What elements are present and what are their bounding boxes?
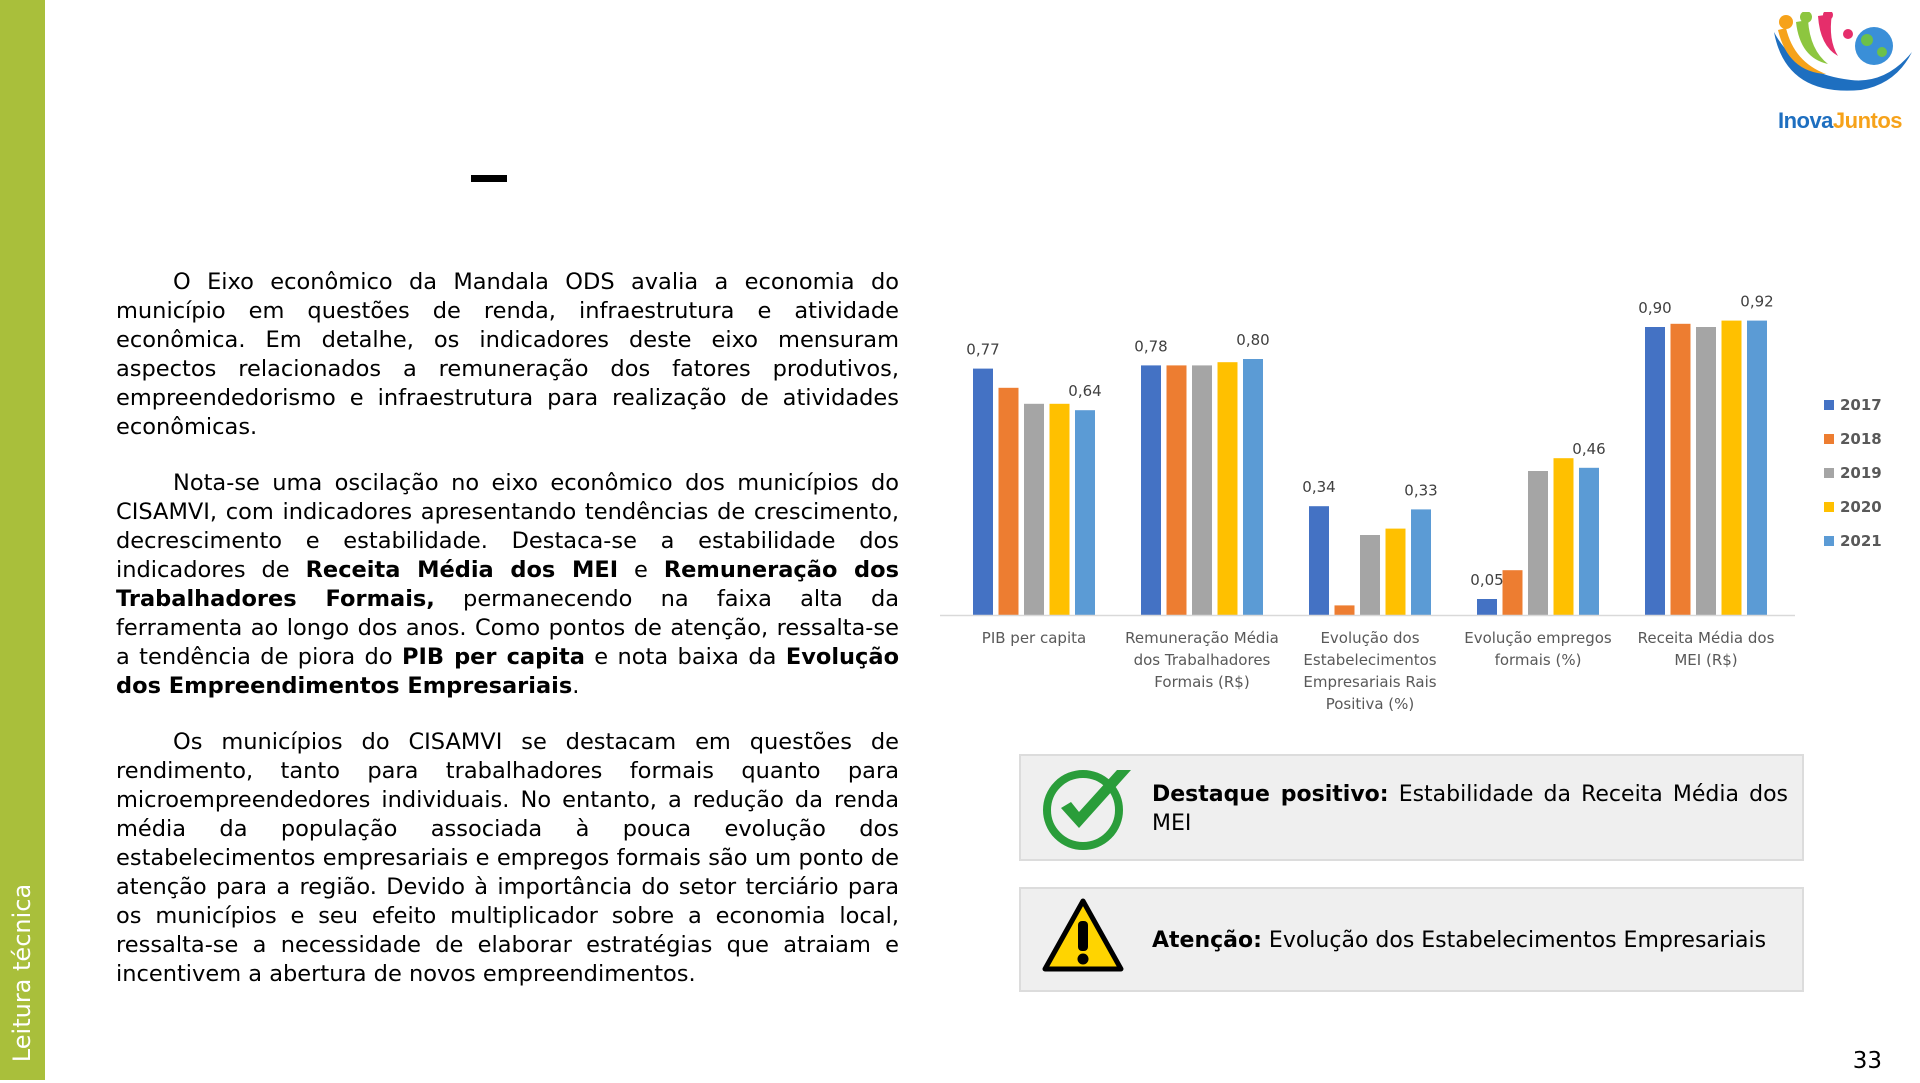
bar-2021-cat4 [1747,321,1767,615]
bar-2020-cat2 [1386,529,1406,615]
category-label: Positiva (%) [1325,695,1415,713]
data-label: 0,77 [966,340,1000,359]
page-number: 33 [1852,1048,1882,1074]
category-label: Evolução empregos [1464,629,1612,647]
logo-word-2: Juntos [1832,108,1903,133]
bar-2018-cat1 [1167,365,1187,615]
attention-callout [1019,887,1804,992]
checkmark-icon [1041,762,1137,862]
logo-word-1: Inova [1777,108,1833,133]
legend-label-2021: 2021 [1840,532,1882,550]
section-label: Leitura técnica [8,883,36,1063]
bar-2020-cat3 [1554,458,1574,615]
p2-text-5: . [572,673,580,699]
warning-icon [1041,897,1125,983]
category-label: dos Trabalhadores [1133,651,1271,669]
legend-label-2019: 2019 [1840,464,1882,482]
p2-text-2: e [618,557,664,583]
data-label: 0,34 [1302,478,1336,497]
legend-label-2020: 2020 [1840,498,1882,516]
p2-bold-3: PIB per capita [401,644,585,670]
bar-2018-cat3 [1503,570,1523,615]
p2-bold-1: Receita Média dos MEI [305,557,619,583]
bar-2017-cat0 [973,369,993,615]
data-label: 0,33 [1404,481,1438,500]
positive-callout [1019,754,1804,861]
legend-swatch-2021 [1824,536,1834,546]
legend-label-2018: 2018 [1840,430,1882,448]
p2-bold-4: Evolução dos Empreendimentos Empresariais [116,644,900,699]
category-label: formais (%) [1494,651,1582,669]
brand-logo [1766,12,1914,137]
p2-text-1: Nota-se uma oscilação no eixo econômico dos municípios do CISAMVI, com indicadores apresentando tendências de crescimento, decrescimento e estabilidade. Destaca-se a estabilidade dos indicadores de [116,470,899,583]
bar-2019-cat4 [1696,327,1716,615]
category-label: PIB per capita [981,629,1087,647]
data-label: 0,92 [1740,292,1774,311]
bar-2020-cat1 [1218,362,1238,615]
category-label: Empresariais Rais [1303,673,1437,691]
logo-wordmark [1766,108,1914,134]
bar-2018-cat4 [1671,324,1691,615]
category-label: Receita Média dos [1637,629,1775,647]
bar-chart [940,235,1900,725]
bar-2017-cat2 [1309,506,1329,615]
p2-bold-2: Remuneração dos Trabalhadores Formais, [116,557,899,612]
legend-swatch-2019 [1824,468,1834,478]
positive-callout-text [1152,780,1788,838]
category-label: Formais (R$) [1154,673,1250,691]
bar-2017-cat3 [1477,599,1497,615]
data-label: 0,80 [1236,331,1270,349]
legend-swatch-2017 [1824,400,1834,410]
sidebar-band [0,0,45,1080]
body-text [116,268,899,1016]
bar-2019-cat1 [1192,365,1212,615]
data-label: 0,05 [1470,571,1504,589]
legend-swatch-2020 [1824,502,1834,512]
data-label: 0,64 [1068,382,1102,401]
attention-callout-text [1152,926,1788,955]
legend-swatch-2018 [1824,434,1834,444]
category-label: MEI (R$) [1674,651,1738,669]
paragraph-2 [116,469,899,701]
bar-2018-cat0 [999,388,1019,615]
bar-2020-cat4 [1722,321,1742,615]
attention-text: Evolução dos Estabelecimentos Empresariais [1261,928,1767,953]
bar-2017-cat4 [1645,327,1665,615]
bar-2018-cat2 [1335,605,1355,615]
p2-text-4: e nota baixa da [584,644,786,670]
paragraph-1: O Eixo econômico da Mandala ODS avalia a economia do município em questões de renda, infraestrutura e atividade econômica. Em detalhe, os indicadores deste eixo mensuram aspectos relacionados a remuneração dos fatores produtivos, empreendedorismo e infraestrutura para realização de atividades econômicas. [116,269,899,440]
attention-label: Atenção: [1152,928,1262,953]
title-dash [471,175,507,182]
category-label: Estabelecimentos [1303,651,1437,669]
positive-text: Estabilidade da Receita Média dos MEI [1152,782,1788,836]
data-label: 0,78 [1134,337,1168,356]
category-label: Evolução dos [1320,629,1420,647]
bar-2019-cat2 [1360,535,1380,615]
bar-2021-cat0 [1075,410,1095,615]
data-label: 0,90 [1638,299,1672,317]
data-label: 0,46 [1572,439,1606,458]
bar-2017-cat1 [1141,365,1161,615]
bar-2019-cat0 [1024,404,1044,615]
positive-label: Destaque positivo: [1152,782,1389,807]
bar-2019-cat3 [1528,471,1548,615]
bar-2020-cat0 [1050,404,1070,615]
bar-2021-cat1 [1243,359,1263,615]
logo-graphic [1766,12,1914,112]
bar-2021-cat2 [1411,509,1431,615]
legend-label-2017: 2017 [1840,396,1882,414]
bar-2021-cat3 [1579,468,1599,615]
category-label: Remuneração Média [1125,629,1279,647]
bar-chart-svg [940,235,1900,725]
paragraph-3: Os municípios do CISAMVI se destacam em questões de rendimento, tanto para trabalhadores formais quanto para microempreendedores individuais. No entanto, a redução da renda média da população associada à pouca evolução dos estabelecimentos empresariais e empregos formais são um ponto de atenção para a região. Devido à importância do setor terciário para os municípios e seu efeito multiplicador sobre a economia local, ressalta-se a necessidade de elaborar estratégias que atraiam e incentivem a abertura de novos empreendimentos. [116,729,899,987]
p2-text-3: permanecendo na faixa alta da ferramenta ao longo dos anos. Como pontos de atenção, ressalta-se a tendência de piora do [116,586,900,670]
